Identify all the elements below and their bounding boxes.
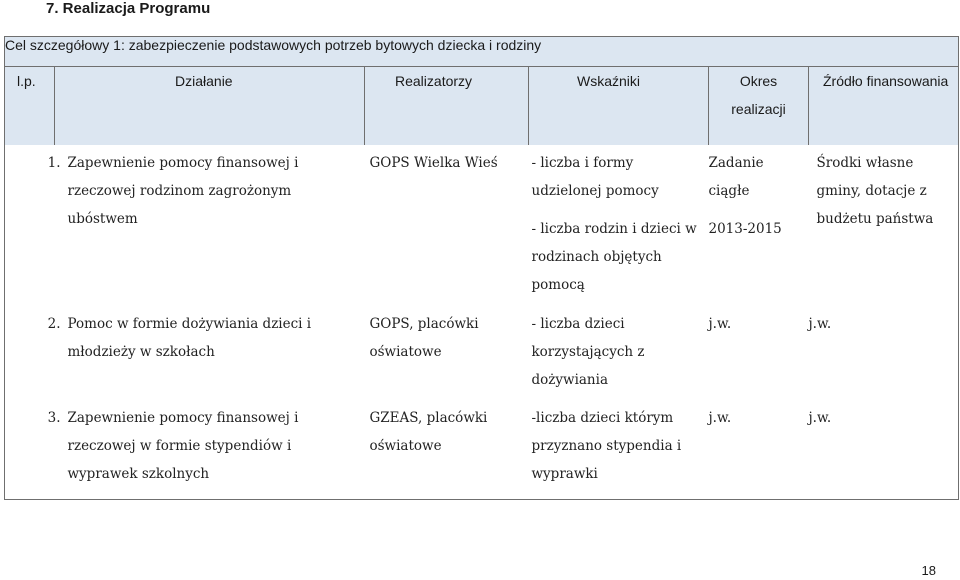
action-line: wyprawek szkolnych — [67, 466, 210, 482]
implementers-line: oświatowe — [369, 344, 442, 360]
section-heading: 7. Realizacja Programu — [46, 0, 211, 17]
period-cell — [709, 145, 809, 308]
indicators-line: pomocą — [531, 277, 585, 293]
indicators-line: rodzinach objętych — [531, 249, 662, 265]
goal-title: Cel szczegółowy 1: zabezpieczenie podstawowych potrzeb bytowych dziecka i rodziny — [5, 37, 959, 67]
action-line: Pomoc w formie dożywiania dzieci i — [67, 316, 312, 332]
goal-row — [5, 37, 959, 67]
row-number: 2. — [47, 316, 61, 332]
page-number: 18 — [921, 563, 936, 578]
action-line: Zapewnienie pomocy finansowej i — [67, 410, 299, 426]
action-cell — [47, 145, 365, 308]
funding-line: j.w. — [808, 316, 832, 332]
header-funding: Źródło finansowania — [809, 67, 959, 146]
indicators-line: udzielonej pomocy — [531, 183, 659, 199]
header-lp: l.p. — [5, 67, 55, 146]
action-line: młodzieży w szkołach — [67, 344, 215, 360]
implementers-cell — [365, 145, 529, 308]
funding-line: j.w. — [808, 410, 832, 426]
header-period-line1: Okres — [739, 73, 778, 89]
implementers-cell — [365, 402, 529, 500]
indicators-line: - liczba rodzin i dzieci w — [531, 221, 697, 237]
funding-cell — [809, 145, 959, 308]
header-row — [5, 67, 959, 146]
header-period-line2: realizacji — [731, 101, 786, 117]
funding-line: budżetu państwa — [816, 211, 934, 227]
period-line: j.w. — [708, 410, 732, 426]
indicators-cell — [529, 145, 709, 308]
table-row — [5, 145, 959, 308]
indicators-line: przyznano stypendia i — [531, 438, 682, 454]
implementers-line: GOPS, placówki — [369, 316, 479, 332]
row-number: 1. — [47, 155, 61, 171]
implementers-line: GZEAS, placówki — [369, 410, 488, 426]
indicators-line: wyprawki — [531, 466, 598, 482]
header-action: Działanie — [55, 67, 365, 146]
indicators-line: - liczba i formy — [531, 155, 634, 171]
funding-line: gminy, dotacje z — [816, 183, 927, 199]
indicators-line: - liczba dzieci — [531, 316, 625, 332]
funding-line: Środki własne — [816, 155, 914, 171]
period-line: j.w. — [708, 316, 732, 332]
implementers-line: oświatowe — [369, 438, 442, 454]
period-cell — [709, 308, 809, 402]
period-line: Zadanie — [708, 155, 764, 171]
action-line: rzeczowej w formie stypendiów i — [67, 438, 292, 454]
implementers-line: GOPS Wielka Wieś — [369, 155, 498, 171]
table-row — [5, 402, 959, 500]
period-cell — [709, 402, 809, 500]
action-line: Zapewnienie pomocy finansowej i — [67, 155, 299, 171]
action-cell — [47, 308, 365, 402]
action-line: ubóstwem — [67, 211, 138, 227]
action-cell — [47, 402, 365, 500]
table-row — [5, 308, 959, 402]
indicators-cell — [529, 308, 709, 402]
indicators-line: korzystających z — [531, 344, 645, 360]
header-indicators: Wskaźniki — [529, 67, 709, 146]
action-line: rzeczowej rodzinom zagrożonym — [67, 183, 292, 199]
row-number: 3. — [47, 410, 61, 426]
funding-cell — [809, 308, 959, 402]
period-line: ciągłe — [708, 183, 750, 199]
header-implementers: Realizatorzy — [365, 67, 529, 146]
indicators-cell — [529, 402, 709, 500]
header-period — [709, 67, 809, 146]
indicators-line: -liczba dzieci którym — [531, 410, 674, 426]
implementers-cell — [365, 308, 529, 402]
indicators-line: dożywiania — [531, 372, 608, 388]
funding-cell — [809, 402, 959, 500]
period-line: 2013-2015 — [708, 221, 782, 237]
program-table — [4, 36, 959, 500]
